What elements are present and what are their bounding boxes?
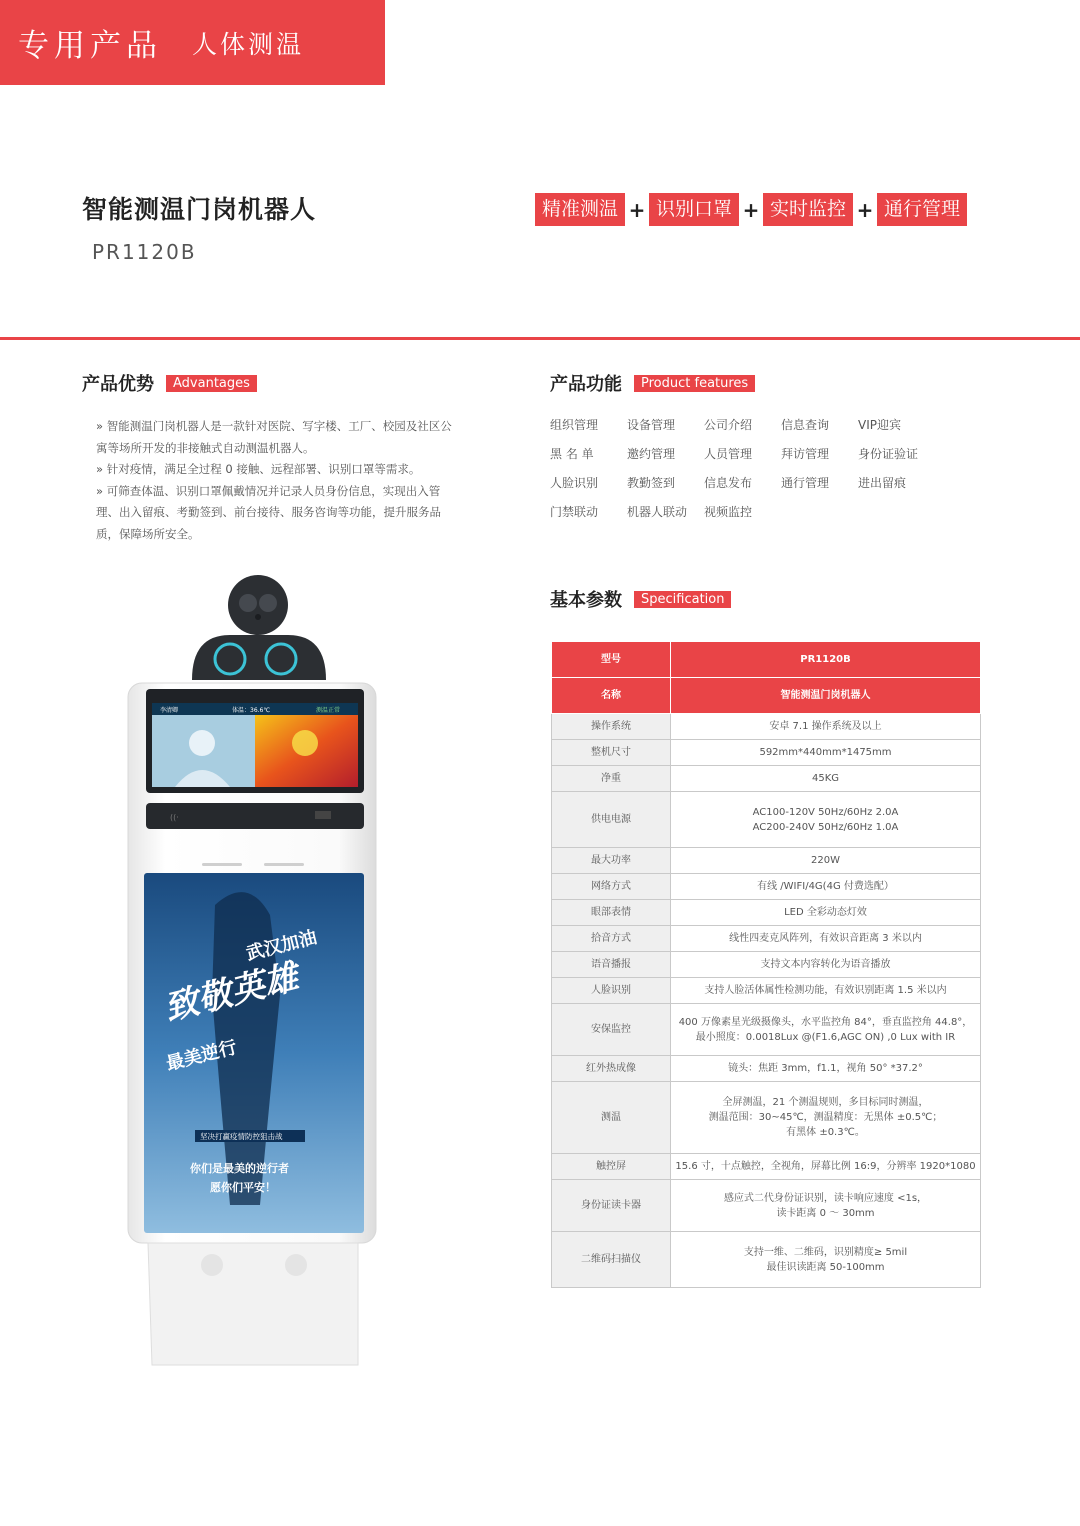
spec-row (552, 766, 981, 792)
feature-item: VIP迎宾 (858, 418, 901, 432)
scanner-icon (315, 811, 331, 819)
feature-item: 身份证验证 (858, 447, 919, 461)
spec-key: 净重 (552, 766, 671, 792)
spec-row (552, 900, 981, 926)
spec-value-line: 最小照度：0.0018Lux @(F1.6,AGC ON) ,0 Lux with IR (695, 1031, 956, 1043)
feature-item: 黑 名 单 (550, 447, 594, 461)
spec-value (671, 1232, 981, 1288)
feature-item: 视频监控 (704, 505, 753, 519)
feature-item: 人脸识别 (550, 476, 599, 490)
spec-key: 供电电源 (552, 792, 671, 848)
feature-item: 教勤签到 (627, 476, 676, 490)
feature-tag: 实时监控 (763, 193, 853, 226)
spec-value-line: 全屏测温，21 个测温规则，多目标同时测温， (722, 1097, 929, 1108)
spec-key: 最大功率 (552, 848, 671, 874)
camera-lens-icon (259, 594, 277, 612)
spec-value-line: AC100-120V 50Hz/60Hz 2.0A (752, 806, 899, 818)
screen-text-name: 李清卿 (160, 707, 179, 714)
spec-row (552, 952, 981, 978)
spec-value-line: 有黑体 ±0.3℃。 (786, 1127, 865, 1138)
kiosk-base (148, 1243, 358, 1365)
feature-item: 进出留痕 (858, 476, 907, 490)
spec-value-line: 镜头：焦距 3mm，f1.1，视角 50° *37.2° (728, 1063, 923, 1074)
plus-sign: + (628, 197, 646, 222)
spec-row (552, 1004, 981, 1056)
spec-value-line: 有线 /WIFI/4G(4G 付费选配） (757, 881, 894, 892)
product-title: 智能测温门岗机器人 (82, 195, 317, 224)
features-row (550, 445, 950, 474)
feature-tag: 精准测温 (535, 193, 625, 226)
feature-tags (535, 193, 967, 226)
spec-key: 拾音方式 (552, 926, 671, 952)
camera-lens-icon (239, 594, 257, 612)
spec-badge: Specification (634, 591, 731, 608)
spec-value (671, 792, 981, 848)
spec-row (552, 740, 981, 766)
spec-row (552, 1056, 981, 1082)
spec-key: 整机尺寸 (552, 740, 671, 766)
spec-row (552, 714, 981, 740)
advantages-heading (82, 370, 257, 396)
spec-row (552, 1180, 981, 1232)
spec-key: 语音播报 (552, 952, 671, 978)
spec-key: 人脸识别 (552, 978, 671, 1004)
plus-sign: + (742, 197, 760, 222)
feature-tag: 通行管理 (877, 193, 967, 226)
spec-value (671, 874, 981, 900)
spec-value (671, 952, 981, 978)
spec-row (552, 978, 981, 1004)
spec-row (552, 792, 981, 848)
kiosk-drawing (120, 575, 380, 1375)
spec-value (671, 848, 981, 874)
spec-value-line: 线性四麦克风阵列，有效识音距离 3 米以内 (729, 933, 922, 944)
plus-sign: + (856, 197, 874, 222)
spec-value (671, 1180, 981, 1232)
spec-value (671, 1154, 981, 1180)
spec-key: 二维码扫描仪 (552, 1232, 671, 1288)
features-row (550, 416, 950, 445)
spec-value-line: 智能测温门岗机器人 (780, 690, 871, 701)
feature-item: 通行管理 (781, 476, 830, 490)
features-heading (550, 370, 755, 396)
poster-slogan2: 愿你们平安！ (210, 1181, 276, 1194)
spec-row (552, 874, 981, 900)
spec-value (671, 678, 981, 714)
feature-item: 组织管理 (550, 418, 599, 432)
feature-item: 邀约管理 (627, 447, 676, 461)
spec-value (671, 740, 981, 766)
spec-value-line: 支持文本内容转化为语音播放 (760, 959, 891, 970)
category-label: 专用产品 (18, 28, 162, 64)
spec-key: 触控屏 (552, 1154, 671, 1180)
feature-item: 公司介绍 (704, 418, 753, 432)
spec-key: 安保监控 (552, 1004, 671, 1056)
feature-item: 拜访管理 (781, 447, 830, 461)
spec-value-line: LED 全彩动态灯效 (784, 907, 867, 918)
spec-value-line: 220W (811, 855, 840, 866)
spec-value-line: 15.6 寸，十点触控，全视角，屏幕比例 16:9，分辨率 1920*1080 (675, 1161, 976, 1172)
poster-line3: 最美逆行 (164, 1037, 240, 1075)
kiosk-illustration (120, 575, 380, 1375)
advantage-paragraph: » 针对疫情，满足全过程 0 接触、远程部署、识别口罩等需求。 (96, 462, 421, 477)
spec-title: 基本参数 (550, 590, 622, 611)
poster-banner-text: 坚决打赢疫情防控狙击战 (200, 1132, 283, 1141)
eye-panel (192, 635, 326, 680)
spec-row (552, 1082, 981, 1154)
feature-item: 信息查询 (781, 418, 830, 432)
spec-key: 名称 (552, 678, 671, 714)
nfc-icon: ((· (170, 813, 179, 822)
spec-value (671, 1082, 981, 1154)
spec-value (671, 714, 981, 740)
spec-value (671, 1004, 981, 1056)
poster-slogan1: 你们是最美的逆行者 (190, 1162, 289, 1175)
spec-value (671, 1056, 981, 1082)
spec-row (552, 848, 981, 874)
spec-value-line: 支持人脸活体属性检测功能，有效识别距离 1.5 米以内 (704, 985, 947, 996)
features-row (550, 503, 950, 532)
feature-tag: 识别口罩 (649, 193, 739, 226)
spec-key: 身份证读卡器 (552, 1180, 671, 1232)
spec-heading (550, 586, 731, 612)
feature-item: 门禁联动 (550, 505, 599, 519)
spec-value-line: 测温范围：30~45℃，测温精度：无黑体 ±0.5℃； (708, 1112, 943, 1123)
spec-key: 型号 (552, 642, 671, 678)
spec-value-line: 读卡距离 0 ～ 30mm (776, 1207, 875, 1219)
spec-value-line: AC200-240V 50Hz/60Hz 1.0A (752, 821, 899, 833)
spec-value-line: 45KG (811, 773, 840, 784)
spec-row (552, 926, 981, 952)
product-model: PR1120B (92, 240, 197, 264)
advantages-badge: Advantages (166, 375, 257, 392)
speaker-icon (285, 1254, 307, 1276)
poster-line1: 武汉加油 (244, 927, 320, 965)
divider (0, 337, 1080, 340)
feature-item: 信息发布 (704, 476, 753, 490)
head-camera-housing (228, 575, 288, 635)
spec-key: 红外热成像 (552, 1056, 671, 1082)
spec-value (671, 900, 981, 926)
advantages-title: 产品优势 (82, 374, 154, 395)
spec-value (671, 978, 981, 1004)
spec-row (552, 1232, 981, 1288)
advantage-paragraph: » 可筛查体温、识别口罩佩戴情况并记录人员身份信息，实现出入管理、出入留痕、考勤签到、前台接待、服务咨询等功能，提升服务品质，保障场所安全。 (96, 483, 441, 541)
features-grid (550, 416, 950, 532)
feature-item: 人员管理 (704, 447, 753, 461)
screen-text-status: 测温正常 (316, 707, 341, 714)
features-row (550, 474, 950, 503)
features-badge: Product features (634, 375, 755, 392)
feature-item: 设备管理 (627, 418, 676, 432)
feature-item: 机器人联动 (627, 505, 688, 519)
spec-key: 眼部表情 (552, 900, 671, 926)
header-category-tab (0, 0, 385, 85)
spec-row (552, 1154, 981, 1180)
spec-value-line: PR1120B (800, 654, 851, 665)
spec-header-row (552, 642, 981, 678)
speaker-icon (201, 1254, 223, 1276)
advantage-paragraph: » 智能测温门岗机器人是一款针对医院、写字楼、工厂、校园及社区公寓等场所开发的非接触式自动测温机器人。 (96, 419, 452, 455)
advantages-text (96, 416, 458, 546)
spec-key: 操作系统 (552, 714, 671, 740)
spec-value-line: 592mm*440mm*1475mm (759, 747, 892, 758)
spec-value (671, 642, 981, 678)
spec-value-line: 最佳识读距离 50-100mm (766, 1261, 885, 1273)
spec-key: 网络方式 (552, 874, 671, 900)
spec-value-line: 安卓 7.1 操作系统及以上 (769, 721, 882, 732)
spec-value-line: 支持一维、二维码，识别精度≥ 5mil (743, 1246, 908, 1258)
spec-table (551, 641, 981, 1288)
features-title: 产品功能 (550, 374, 622, 395)
spec-value-line: 感应式二代身份证识别，读卡响应速度 <1s， (723, 1192, 928, 1204)
spec-value (671, 766, 981, 792)
spec-value (671, 926, 981, 952)
spec-value-line: 400 万像素星光级摄像头，水平监控角 84°，垂直监控角 44.8°， (678, 1016, 973, 1028)
subcategory-label: 人体测温 (192, 29, 305, 59)
screen-text-temp: 体温：36.6℃ (232, 707, 271, 714)
spec-header-row (552, 678, 981, 714)
poster-line2: 致敬英雄 (160, 957, 303, 1029)
spec-key: 测温 (552, 1082, 671, 1154)
